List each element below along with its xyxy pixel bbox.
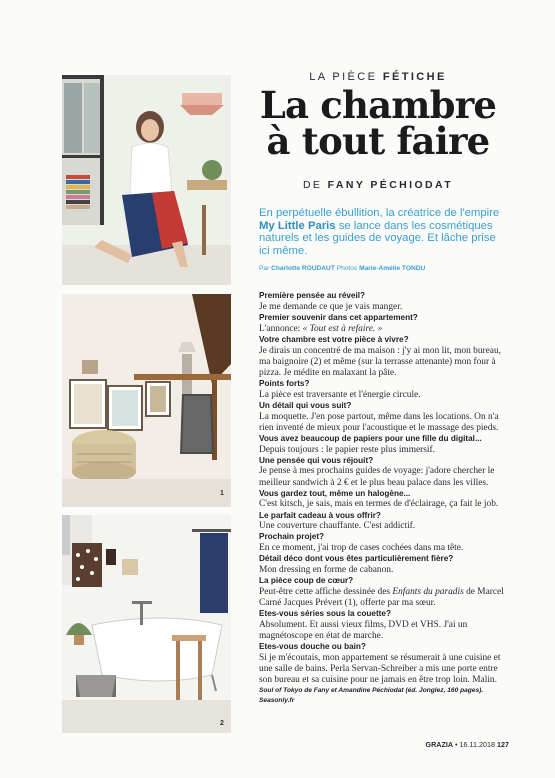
- answer: En ce moment, j'ai trop de cases cochées dans ma tête.: [259, 543, 464, 554]
- answer: La moquette. J'en pose partout, même dans les locations. On n'a rien inventé de mieux pour l'acoustique et le massage des pieds.: [259, 411, 499, 433]
- intro-part-1: En perpétuelle ébullition, la créatrice de l'empire: [259, 207, 500, 219]
- byline-prefix: DE: [302, 179, 323, 191]
- answer-prefix: L'annonce:: [259, 323, 303, 334]
- question: Etes-vous douche ou bain?: [259, 642, 366, 652]
- credits-par-label: Par: [259, 265, 270, 272]
- answer-suffix: de Marcel Carné Jacques Prévert (1), offerte par ma sœur.: [259, 586, 504, 609]
- source-authors: de Fany et Amandine Péchiodat: [304, 687, 404, 695]
- question: Etes-vous séries sous la couette?: [259, 609, 391, 619]
- title-line-1: La chambre: [259, 83, 497, 127]
- answer: C'est kitsch, je sais, mais en termes de d'éclairage, ça fait le job.: [259, 499, 499, 510]
- intro-part-2: se lance dans les cosmétiques naturels et les guides de voyage. Et lâche prise ici même.: [259, 219, 496, 257]
- question: Premier souvenir dans cet appartement?: [259, 312, 418, 322]
- credits: [259, 265, 505, 272]
- credits-photographer: Marie-Amélie TONDU: [359, 265, 426, 272]
- photo-number-1: 1: [220, 490, 224, 497]
- book-source: [259, 686, 509, 706]
- answer: [259, 587, 509, 609]
- question: La pièce coup de cœur?: [259, 576, 354, 586]
- question: Prochain projet?: [259, 532, 325, 542]
- answer: Mon dressing en forme de cabanon.: [259, 565, 394, 576]
- footer-magazine: GRAZIA: [425, 740, 454, 749]
- page-footer: [425, 740, 509, 749]
- byline: [249, 179, 507, 191]
- question: Votre chambre est votre pièce à vivre?: [259, 334, 409, 344]
- answer: Une couverture chauffante. C'est addictif.: [259, 521, 416, 532]
- photo-desk: [62, 294, 231, 507]
- interview: [259, 291, 509, 706]
- page-title: [247, 83, 509, 163]
- answer-film-title: Enfants du paradis: [392, 586, 464, 597]
- question: Première pensée au réveil?: [259, 291, 366, 300]
- question: Détail déco dont vous êtes particulièrement fière?: [259, 554, 454, 564]
- title-line-2: à tout faire: [266, 119, 490, 163]
- footer-page-number: 127: [497, 740, 509, 749]
- question: Vous gardez tout, même un halogène...: [259, 488, 411, 498]
- footer-date: • 16.11.2018: [455, 740, 495, 749]
- answer: Je dirais un concentré de ma maison : j'y ai mon lit, mon bureau, ma baignoire (2) et même (sur la terrasse attenante) mon four à pizza. Je médite en malaxant la pâte.: [259, 345, 501, 378]
- credits-author: Charlotte ROUDAUT: [271, 265, 335, 272]
- intro-brand: My Little Paris: [259, 219, 336, 232]
- source-details: (éd. Jonglez, 160 pages). Seasonly.fr: [259, 687, 484, 705]
- answer: Si je m'écoutais, mon appartement se résumerait à une cuisine et une salle de bains. Perla Servan-Schreiber a mis une porte entre son bureau et sa cuisine pour ne jamais en être trop loin. Malin.: [259, 652, 501, 686]
- answer: Depuis toujours : le papier reste plus immersif.: [259, 444, 436, 455]
- question: Vous avez beaucoup de papiers pour une fille du digital...: [259, 433, 482, 443]
- kicker-prefix: LA PIÈCE: [309, 71, 378, 83]
- credits-photos-label: Photos: [336, 265, 358, 272]
- question: Points forts?: [259, 378, 310, 388]
- question: Une pensée qui vous réjouit?: [259, 455, 374, 465]
- section-kicker: [249, 71, 507, 83]
- question: Le parfait cadeau à vous offrir?: [259, 510, 381, 520]
- answer-quote: « Tout est à refaire. »: [302, 323, 383, 334]
- photo-bathtub: [62, 515, 231, 733]
- source-book: Soul of Tokyo: [259, 687, 303, 695]
- question: Un détail qui vous suit?: [259, 400, 352, 410]
- answer: La pièce est traversante et l'énergie circule.: [259, 389, 421, 400]
- answer-prefix: Peut-être cette affiche dessinée des: [259, 586, 393, 597]
- photo-woman-seated: [62, 75, 231, 285]
- answer: Je me demande ce que je vais manger.: [259, 301, 403, 312]
- photo-number-2: 2: [220, 720, 224, 727]
- intro-paragraph: [259, 207, 505, 257]
- answer: Absolument. Et aussi vieux films, DVD et VHS. J'ai un magnétoscope en état de marche.: [259, 619, 468, 642]
- byline-name: FANY PÉCHIODAT: [327, 179, 454, 191]
- kicker-bold: FÉTICHE: [382, 71, 447, 83]
- answer: [259, 324, 509, 335]
- answer: Je pense à mes prochains guides de voyage: j'adore chercher le meilleur sandwich à 2 € et le plus beau palace dans les villes.: [259, 466, 495, 488]
